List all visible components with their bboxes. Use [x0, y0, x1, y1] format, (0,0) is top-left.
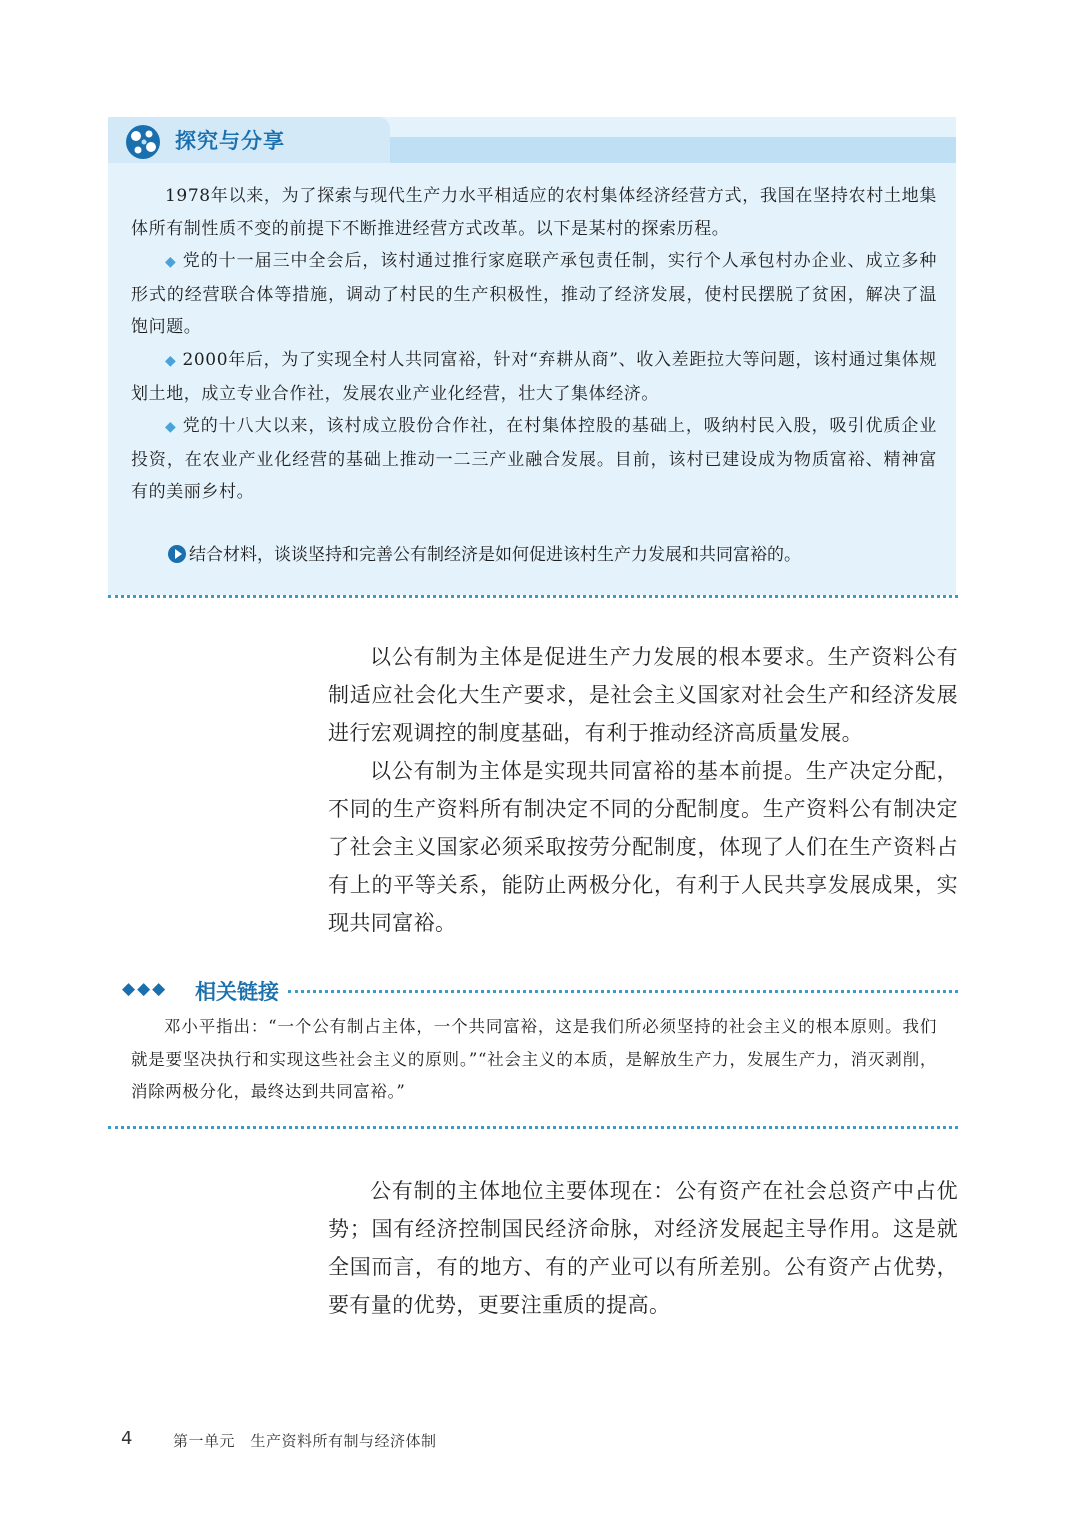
- explore-item: ◆ 党的十八大以来，该村成立股份合作社，在村集体控股的基础上，吸纳村民入股，吸引优质企业投资，在农业产业化经营的基础上推动一二三产业融合发展。目前，该村已建设成为物质富裕、精神富有的美丽乡村。: [131, 416, 937, 503]
- explore-intro: 1978年以来，为了探索与现代生产力水平相适应的农村集体经济经营方式，我国在坚持农村土地集体所有制性质不变的前提下不断推进经营方式改革。以下是某村的探索历程。: [131, 186, 937, 239]
- explore-title: 探究与分享: [175, 129, 285, 153]
- related-link-text: 邓小平指出：“一个公有制占主体，一个共同富裕，这是我们所必须坚持的社会主义的根本原则。我们就是要坚决执行和实现这些社会主义的原则。”“社会主义的本质，是解放生产力，发展生产力，消灭剥削，消除两极分化，最终达到共同富裕。”: [131, 1017, 937, 1102]
- body-paragraph: 公有制的主体地位主要体现在：公有资产在社会总资产中占优势；国有经济控制国民经济命脉，对经济发展起主导作用。这是就全国而言，有的地方、有的产业可以有所差别。公有资产占优势，要有量的优势，更要注重质的提高。: [328, 1179, 958, 1317]
- explore-item: ◆ 党的十一届三中全会后，该村通过推行家庭联产承包责任制，实行个人承包村办企业、成立多种形式的经营联合体等措施，调动了村民的生产积极性，推动了经济发展，使村民摆脱了贫困，解决了温饱问题。: [131, 251, 937, 338]
- related-link-title: 相关链接: [195, 980, 279, 1004]
- explore-question: 结合材料，谈谈坚持和完善公有制经济是如何促进该村生产力发展和共同富裕的。: [168, 540, 801, 565]
- page-number: 4: [121, 1428, 133, 1449]
- running-footer: 第一单元 生产资料所有制与经济体制: [173, 1432, 437, 1450]
- diamond-bullet-icon: ◆: [165, 352, 177, 369]
- diamond-bullets-icon: ◆◆◆: [122, 979, 168, 999]
- related-header-divider: [288, 990, 958, 993]
- globe-people-icon: [124, 123, 162, 161]
- explore-content: [131, 180, 937, 509]
- diamond-bullet-icon: ◆: [165, 419, 177, 436]
- section-divider: [108, 1126, 958, 1129]
- related-link-content: [131, 1011, 937, 1109]
- main-text-block-2: [328, 1172, 958, 1324]
- body-paragraph: 以公有制为主体是实现共同富裕的基本前提。生产决定分配，不同的生产资料所有制决定不同的分配制度。生产资料公有制决定了社会主义国家必须采取按劳分配制度，体现了人们在生产资料占有上的平等关系，能防止两极分化，有利于人民共享发展成果，实现共同富裕。: [328, 759, 958, 935]
- diamond-bullet-icon: ◆: [165, 254, 177, 271]
- main-text-block-1: [328, 638, 958, 942]
- arrow-circle-icon: [168, 545, 186, 563]
- explore-item: ◆ 2000年后，为了实现全村人共同富裕，针对“弃耕从商”、收入差距拉大等问题，该村通过集体规划土地，成立专业合作社，发展农业产业化经营，壮大了集体经济。: [131, 349, 937, 404]
- section-divider: [108, 595, 958, 598]
- body-paragraph: 以公有制为主体是促进生产力发展的根本要求。生产资料公有制适应社会化大生产要求，是社会主义国家对社会生产和经济发展进行宏观调控的制度基础，有利于推动经济高质量发展。: [328, 645, 958, 745]
